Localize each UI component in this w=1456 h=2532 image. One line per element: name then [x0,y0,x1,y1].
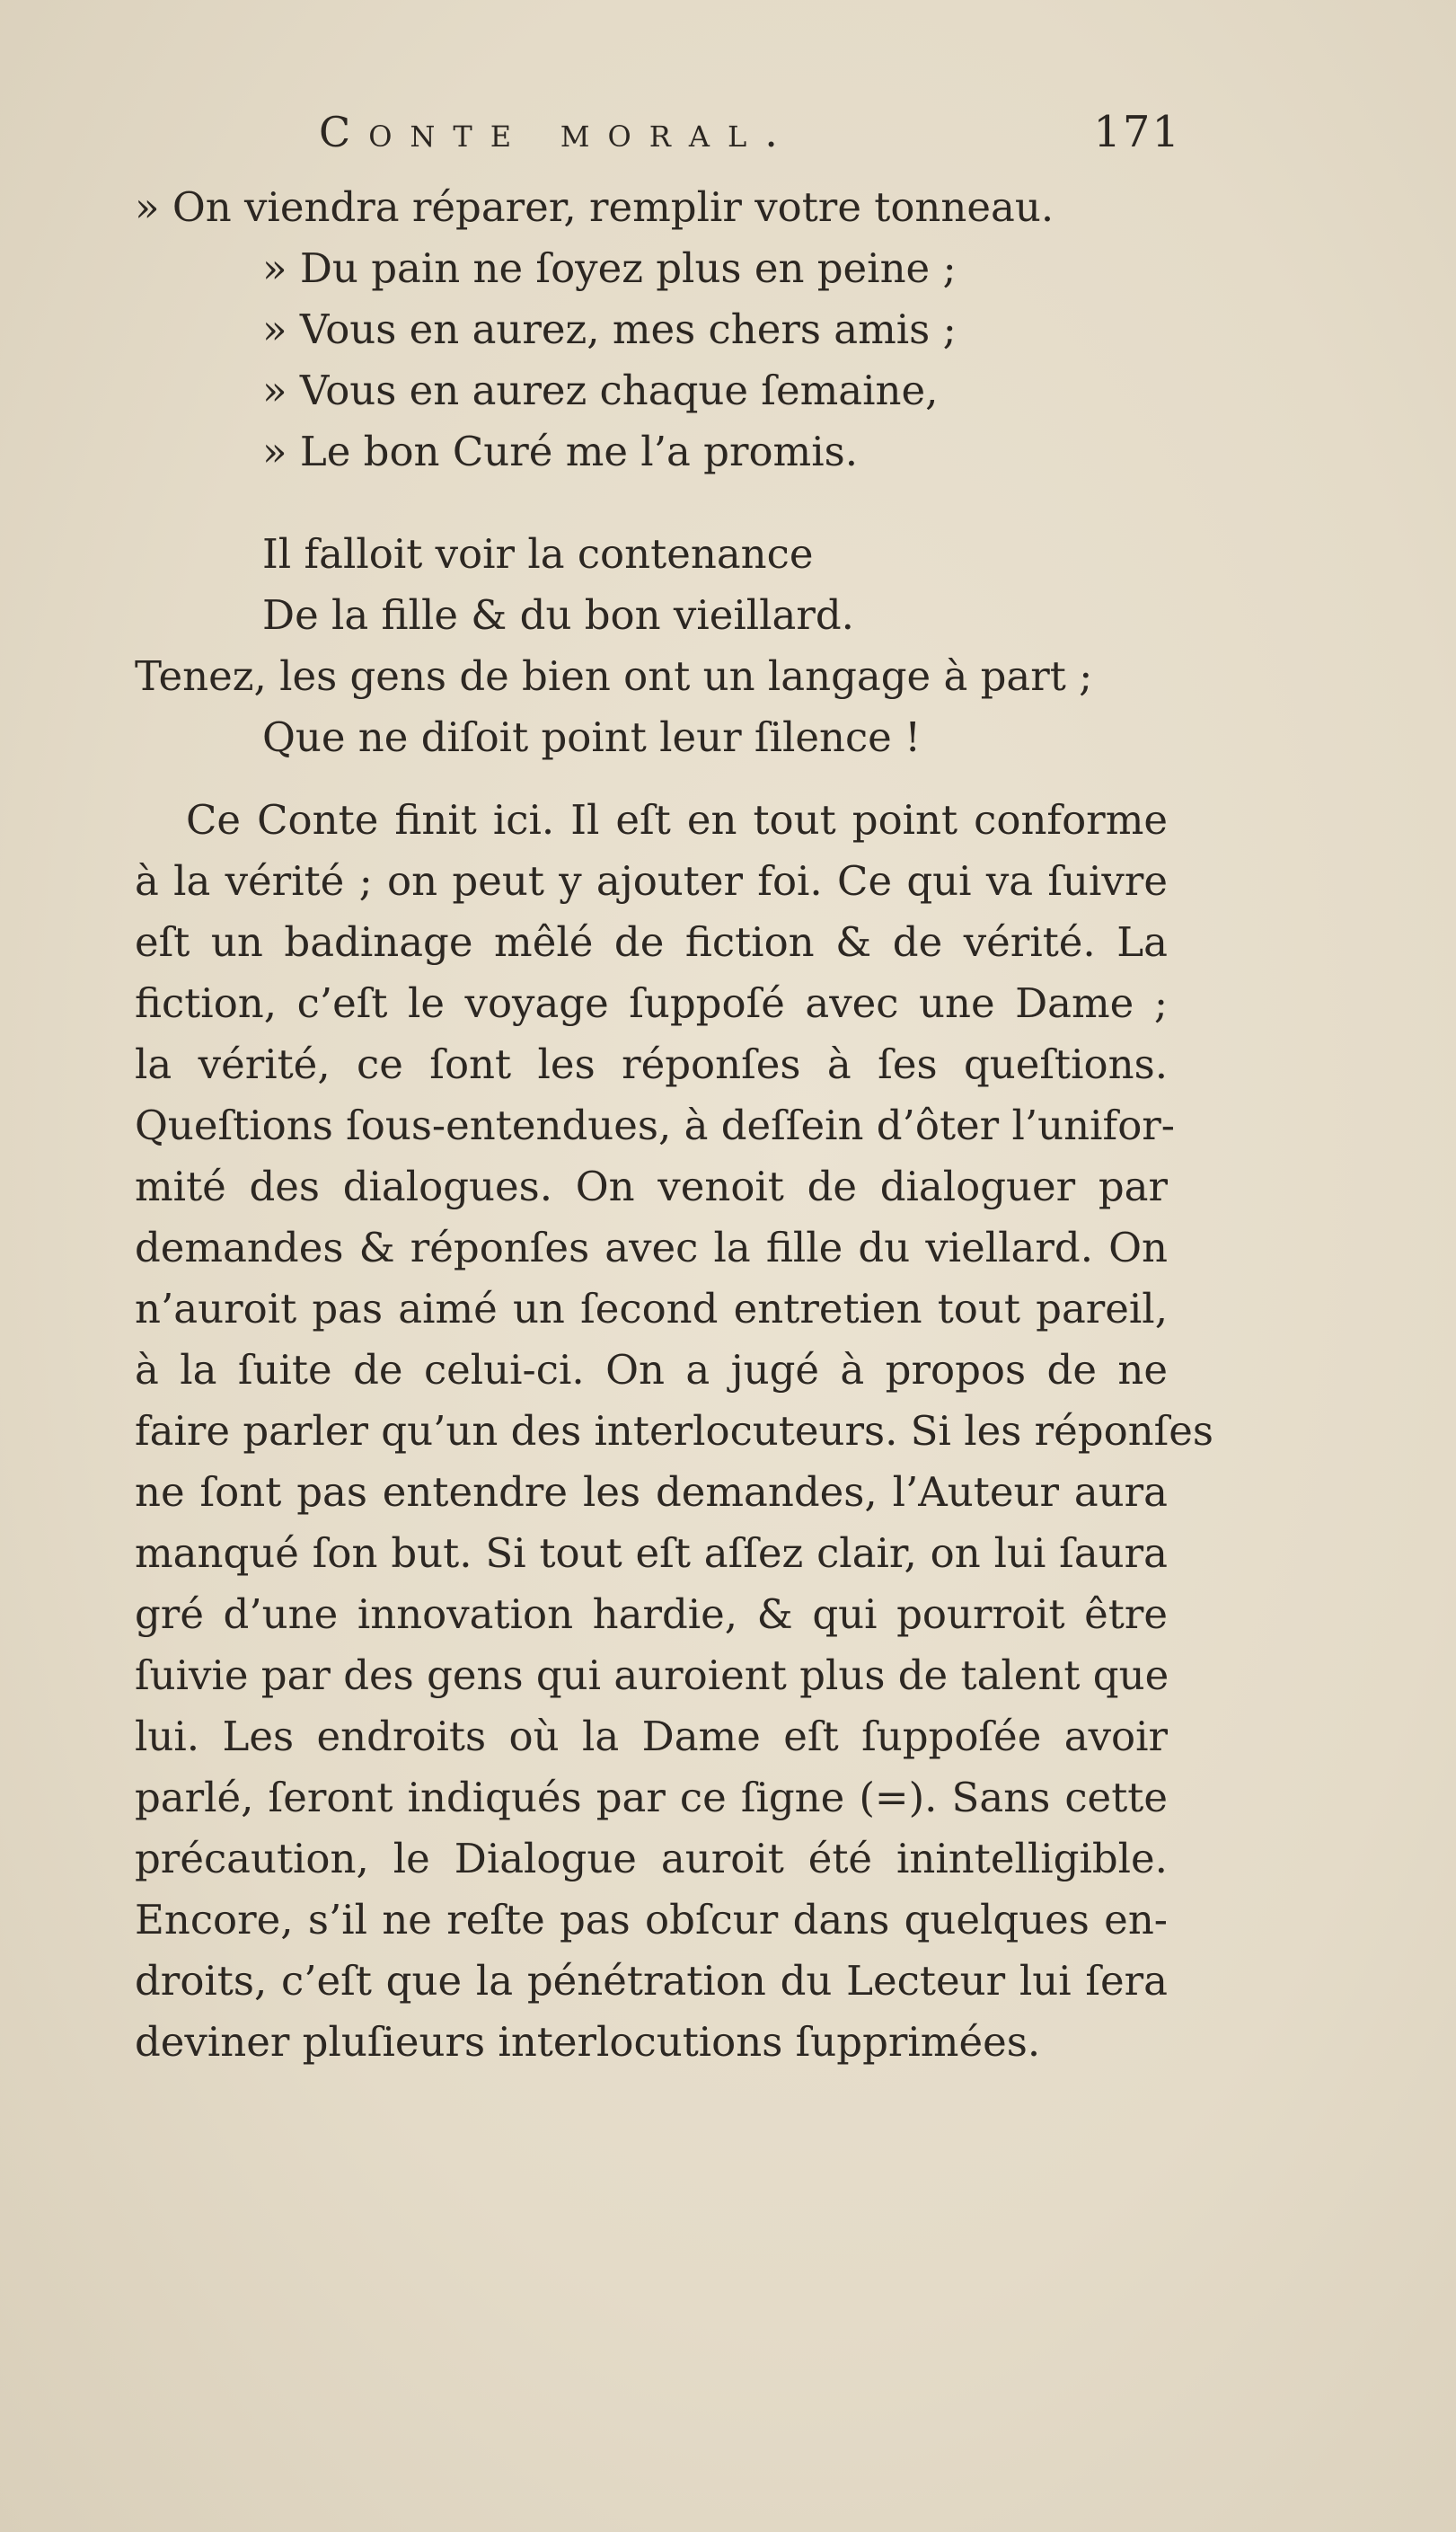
prose-line: ne ſont pas entendre les demandes, l’Auteur aura [135,1468,1168,1516]
prose-line: ſuivie par des gens qui auroient plus de talent que [135,1651,1169,1699]
verse-line: De la fille & du bon vieillard. [262,591,854,639]
prose-line: la vérité, ce ſont les réponſes à ſes queſtions. [135,1040,1168,1088]
prose-line: Ce Conte finit ici. Il eſt en tout point conforme [186,796,1168,844]
prose-line: gré d’une innovation hardie, & qui pourroit être [135,1590,1168,1638]
verse-line: » Vous en aurez, mes chers amis ; [262,305,957,353]
verse-line: » Le bon Curé me l’a promis. [262,428,859,475]
prose-line: n’auroit pas aimé un ſecond entretien tout pareil, [135,1285,1168,1332]
prose-line: Encore, s’il ne reſte pas obſcur dans quelques en- [135,1896,1168,1943]
prose-line: Queſtions ſous-entendues, à deſſein d’ôter l’unifor- [135,1102,1176,1149]
verse-line: » On viendra réparer, remplir votre tonneau. [135,183,1054,231]
prose-line: faire parler qu’un des interlocuteurs. Si les réponſes [135,1407,1214,1455]
verse-line: Il falloit voir la contenance [262,530,814,578]
verse-line: » Du pain ne ſoyez plus en peine ; [262,244,957,292]
prose-line: eſt un badinage mêlé de fiction & de vérité. La [135,918,1168,966]
verse-line: Tenez, les gens de bien ont un langage à part ; [135,652,1093,700]
prose-line: fiction, c’eſt le voyage ſuppoſé avec une Dame ; [135,979,1168,1027]
prose-line: droits, c’eſt que la pénétration du Lecteur lui ſera [135,1957,1168,2005]
prose-line: précaution, le Dialogue auroit été inintelligible. [135,1835,1168,1882]
page-header [319,101,1181,164]
prose-line: manqué ſon but. Si tout eſt aſſez clair, on lui ſaura [135,1529,1168,1577]
page-number: 171 [1093,107,1181,157]
verse-line: » Vous en aurez chaque ſemaine, [262,367,939,414]
prose-line: deviner pluſieurs interlocutions ſupprimées. [135,2018,1041,2066]
prose-line: à la vérité ; on peut y ajouter foi. Ce qui va ſuivre [135,857,1168,905]
running-title: Conte moral. [319,108,796,156]
prose-line: à la ſuite de celui-ci. On a jugé à propos de ne [135,1346,1168,1394]
prose-line: lui. Les endroits où la Dame eſt ſuppoſée avoir [135,1713,1168,1760]
prose-line: demandes & réponſes avec la fille du viellard. On [135,1224,1168,1271]
prose-line: parlé, ſeront indiqués par ce ſigne (=). Sans cette [135,1774,1168,1821]
verse-line: Que ne diſoit point leur ſilence ! [262,713,922,761]
prose-line: mité des dialogues. On venoit de dialoguer par [135,1163,1168,1210]
